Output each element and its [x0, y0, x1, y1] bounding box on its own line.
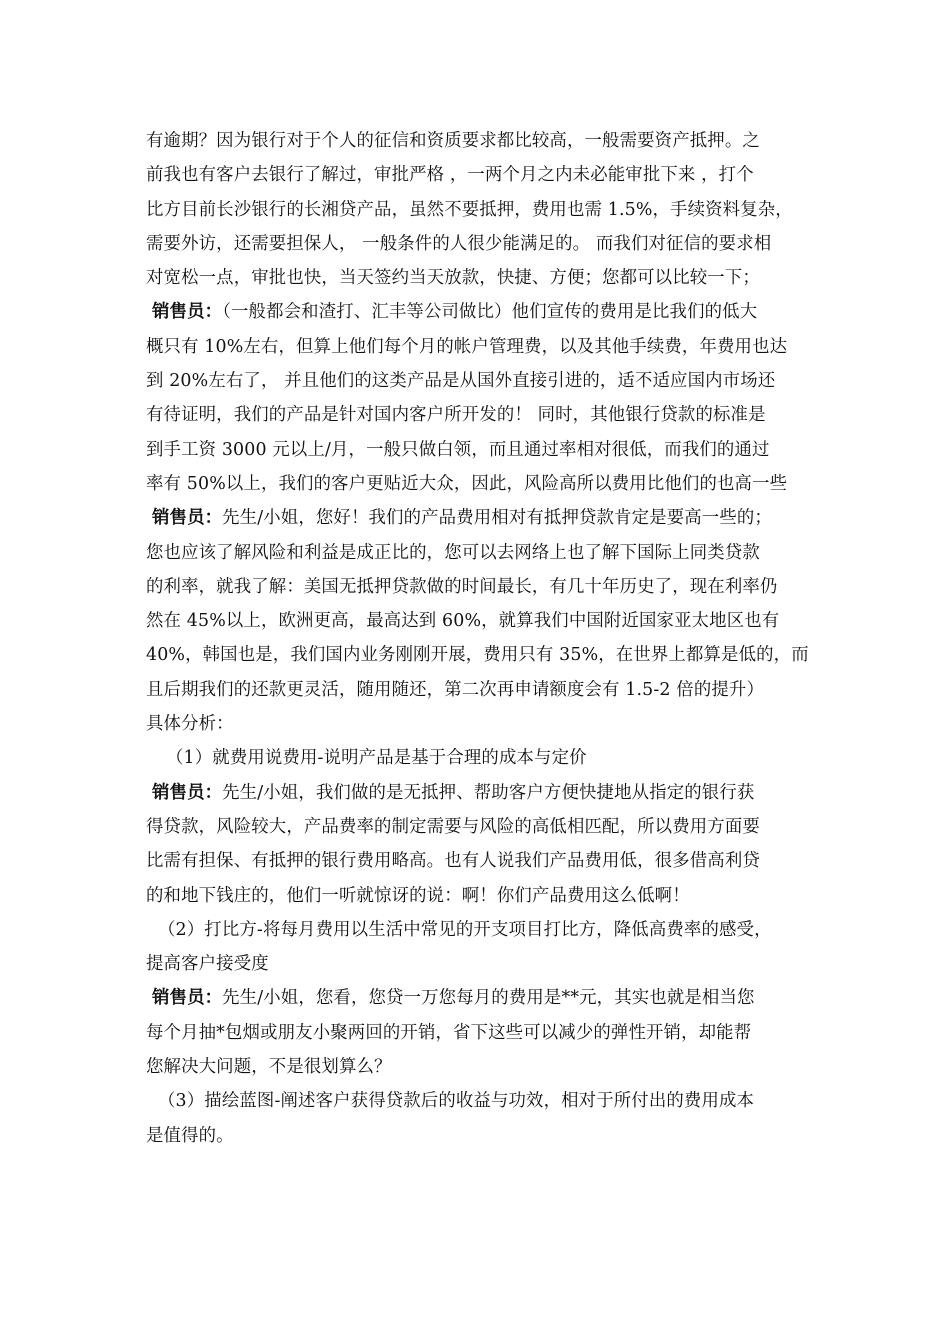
item-heading [146, 913, 812, 947]
line-text: 先生/小姐，您好！我们的产品费用相对有抵押贷款肯定是要高一些的； [222, 508, 772, 529]
line-text: （2）打比方-将每月费用以生活中常见的开支项目打比方，降低高费率的感受， [158, 919, 772, 940]
line-text: 您解决大问题，不是很划算么？ [146, 1057, 392, 1078]
line-text: （一般都会和渣打、汇丰等公司做比）他们宣传的费用是比我们的低大 [222, 302, 758, 323]
line-text: 提高客户接受度 [146, 954, 269, 975]
line-text: 比需有担保、有抵押的银行费用略高。也有人说我们产品费用低，很多借高利贷 [146, 851, 760, 872]
speaker-line [146, 501, 812, 535]
text-line [146, 227, 812, 261]
line-text: 有待证明，我们的产品是针对国内客户所开发的！ 同时，其他银行贷款的标准是 [146, 405, 766, 426]
speaker-line [146, 776, 812, 810]
text-line [146, 1016, 812, 1050]
text-line [146, 158, 812, 192]
text-line [146, 330, 812, 364]
text-line [146, 879, 812, 913]
speaker-label: 销售员： [152, 302, 223, 323]
speaker-line [146, 295, 812, 329]
line-text: 先生/小姐，您看，您贷一万您每月的费用是**元，其实也就是相当您 [222, 988, 755, 1009]
text-line [146, 467, 812, 501]
speaker-label: 销售员： [152, 782, 223, 803]
line-text: 先生/小姐，我们做的是无抵押、帮助客户方便快捷地从指定的银行获 [222, 782, 755, 803]
item-heading [146, 741, 812, 775]
line-text: （1）就费用说费用-说明产品是基于合理的成本与定价 [166, 748, 587, 769]
speaker-label: 销售员： [152, 988, 223, 1009]
line-text: 比方目前长沙银行的长湘贷产品，虽然不要抵押，费用也需 1.5%，手续资料复杂， [146, 199, 793, 220]
line-text: 概只有 10%左右，但算上他们每个月的帐户管理费，以及其他手续费，年费用也达 [146, 336, 788, 357]
line-text: 得贷款，风险较大，产品费率的制定需要与风险的高低相匹配，所以费用方面要 [146, 816, 760, 837]
line-text: 对宽松一点，审批也快，当天签约当天放款，快捷、方便；您都可以比较一下； [146, 268, 760, 289]
line-text: 前我也有客户去银行了解过，审批严格 ，一两个月之内未必能审批下来 ，打个 [146, 165, 754, 186]
text-line [146, 1050, 812, 1084]
line-text: 的和地下钱庄的，他们一听就惊讶的说：啊！你们产品费用这么低啊！ [146, 885, 690, 906]
line-text: 每个月抽*包烟或朋友小聚两回的开销，省下这些可以减少的弹性开销，却能帮 [146, 1022, 752, 1043]
speaker-label: 销售员： [152, 508, 223, 529]
line-text: 您也应该了解风险和利益是成正比的，您可以去网络上也了解下国际上同类贷款 [146, 542, 760, 563]
text-line [146, 947, 812, 981]
item-heading [146, 1084, 812, 1118]
text-line [146, 810, 812, 844]
text-line [146, 364, 812, 398]
text-line [146, 124, 812, 158]
text-line [146, 604, 812, 638]
line-text: 有逾期？因为银行对于个人的征信和资质要求都比较高，一般需要资产抵押。之 [146, 131, 760, 151]
line-text: 到 20%左右了， 并且他们的这类产品是从国外直接引进的，适不适应国内市场还 [146, 371, 776, 392]
document-page [146, 124, 812, 1153]
line-text: （3）描绘蓝图-阐述客户获得贷款后的收益与功效，相对于所付出的费用成本 [158, 1091, 755, 1112]
text-line [146, 433, 812, 467]
text-line [146, 398, 812, 432]
text-line [146, 536, 812, 570]
text-line [146, 707, 812, 741]
text-line [146, 673, 812, 707]
text-line [146, 570, 812, 604]
text-line [146, 844, 812, 878]
line-text: 且后期我们的还款更灵活，随用随还，第二次再申请额度会有 1.5-2 倍的提升） [146, 679, 765, 700]
text-line [146, 638, 812, 672]
text-line [146, 1119, 812, 1153]
line-text: 具体分析： [146, 714, 234, 735]
text-line [146, 261, 812, 295]
line-text: 需要外访，还需要担保人， 一般条件的人很少能满足的。 而我们对征信的要求相 [146, 233, 772, 254]
text-line [146, 193, 812, 227]
line-text: 然在 45%以上，欧洲更高，最高达到 60%，就算我们中国附近国家亚太地区也有 [146, 611, 780, 632]
line-text: 的利率，就我了解：美国无抵押贷款做的时间最长，有几十年历史了，现在利率仍 [146, 576, 778, 597]
speaker-line [146, 981, 812, 1015]
line-text: 到手工资 3000 元以上/月，一般只做白领，而且通过率相对很低，而我们的通过 [146, 439, 770, 460]
line-text: 40%，韩国也是，我们国内业务刚刚开展，费用只有 35%，在世界上都算是低的，而 [146, 645, 809, 666]
line-text: 是值得的。 [146, 1125, 234, 1146]
line-text: 率有 50%以上，我们的客户更贴近大众，因此，风险高所以费用比他们的也高一些 [146, 473, 788, 494]
